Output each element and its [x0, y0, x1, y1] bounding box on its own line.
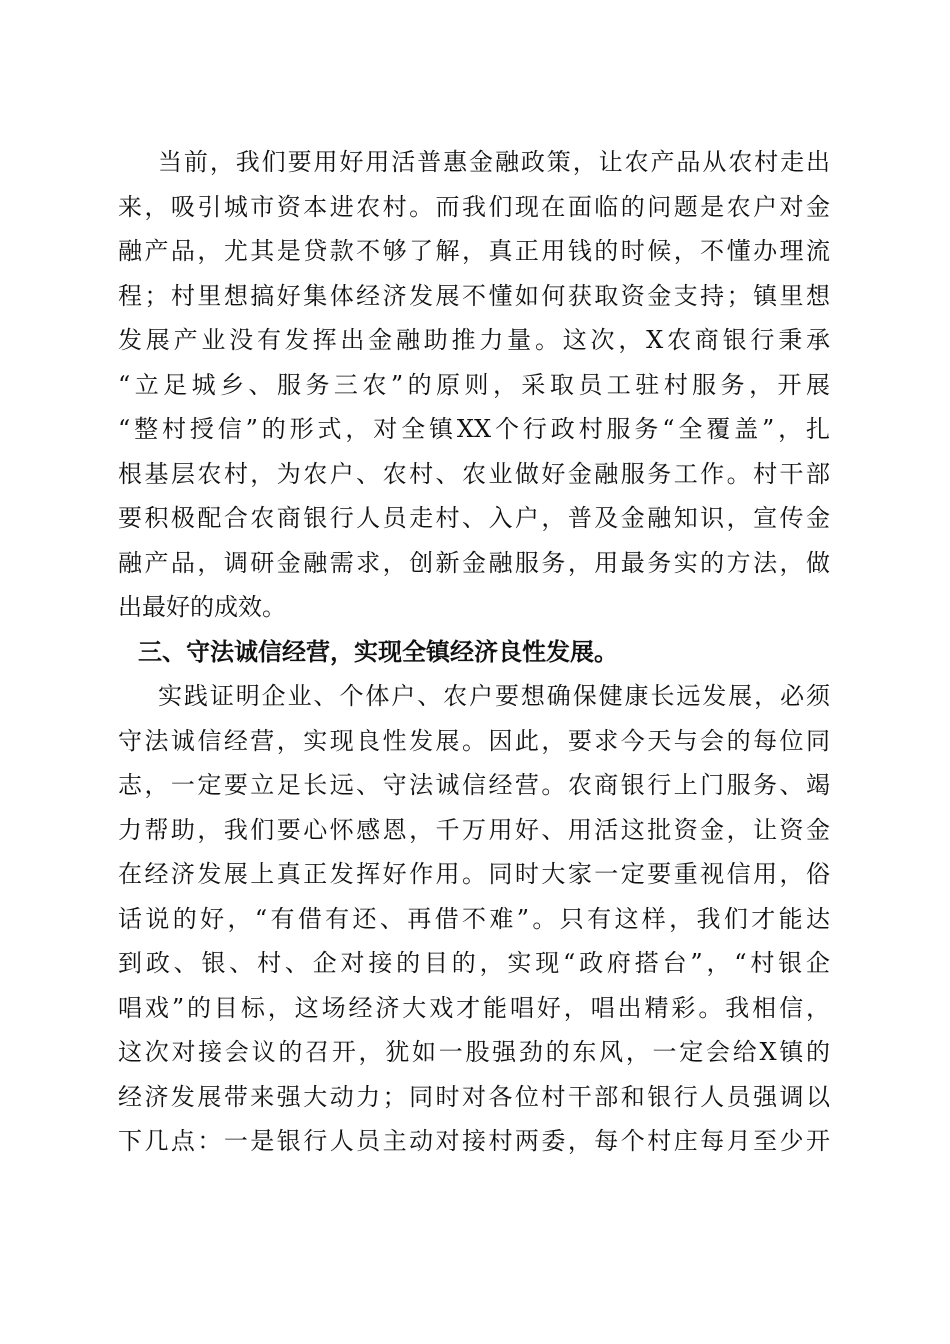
paragraph-2-line: 经济发展带来强大动力；同时对各位村干部和银行人员强调以 — [118, 1082, 830, 1111]
paragraph-1 — [118, 140, 830, 630]
paragraph-1-line: 要积极配合农商银行人员走村、入户，普及金融知识，宣传金 — [118, 504, 830, 532]
paragraph-2-line: 话说的好，“有借有还、再借不难”。只有这样，我们才能达 — [118, 904, 830, 933]
paragraph-1-line: 来，吸引城市资本进农村。而我们现在面临的问题是农户对金 — [118, 192, 830, 221]
paragraph-1-line: 程；村里想搞好集体经济发展不懂如何获取资金支持；镇里想 — [118, 281, 830, 310]
paragraph-2-line: 下几点：一是银行人员主动对接村两委，每个村庄每月至少开 — [118, 1127, 830, 1155]
paragraph-2-line: 唱戏”的目标，这场经济大戏才能唱好，唱出精彩。我相信， — [118, 993, 830, 1022]
paragraph-1-line: 出最好的成效。 — [118, 593, 286, 621]
paragraph-2-line: 在经济发展上真正发挥好作用。同时大家一定要重视信用，俗 — [118, 860, 830, 888]
section-heading-3: 三、守法诚信经营，实现全镇经济良性发展。 — [138, 637, 618, 666]
paragraph-1-line: “整村授信”的形式，对全镇XX个行政村服务“全覆盖”，扎 — [118, 415, 830, 443]
paragraph-2-line: 到政、银、村、企对接的目的，实现“政府搭台”，“村银企 — [118, 949, 830, 977]
paragraph-2-line: 这次对接会议的召开，犹如一股强劲的东风，一定会给X镇的 — [118, 1038, 830, 1066]
paragraph-1-line: 当前，我们要用好用活普惠金融政策，让农产品从农村走出 — [158, 148, 830, 176]
paragraph-1-line: 根基层农村，为农户、农村、农业做好金融服务工作。村干部 — [118, 459, 830, 488]
paragraph-1-line: 融产品，尤其是贷款不够了解，真正用钱的时候，不懂办理流 — [118, 237, 830, 265]
paragraph-2-line: 守法诚信经营，实现良性发展。因此，要求今天与会的每位同 — [118, 726, 830, 755]
document-body — [118, 140, 830, 1164]
paragraph-2-line: 力帮助，我们要心怀感恩，千万用好、用活这批资金，让资金 — [118, 815, 830, 844]
paragraph-2-line: 志，一定要立足长远、守法诚信经营。农商银行上门服务、竭 — [118, 771, 830, 799]
paragraph-1-line: 融产品，调研金融需求，创新金融服务，用最务实的方法，做 — [118, 548, 830, 577]
paragraph-1-line: 发展产业没有发挥出金融助推力量。这次，X农商银行秉承 — [118, 326, 830, 354]
paragraph-2 — [118, 674, 830, 1164]
paragraph-1-line: “立足城乡、服务三农”的原则，采取员工驻村服务，开展 — [118, 370, 830, 399]
paragraph-2-line: 实践证明企业、个体户、农户要想确保健康长远发展，必须 — [158, 682, 830, 710]
